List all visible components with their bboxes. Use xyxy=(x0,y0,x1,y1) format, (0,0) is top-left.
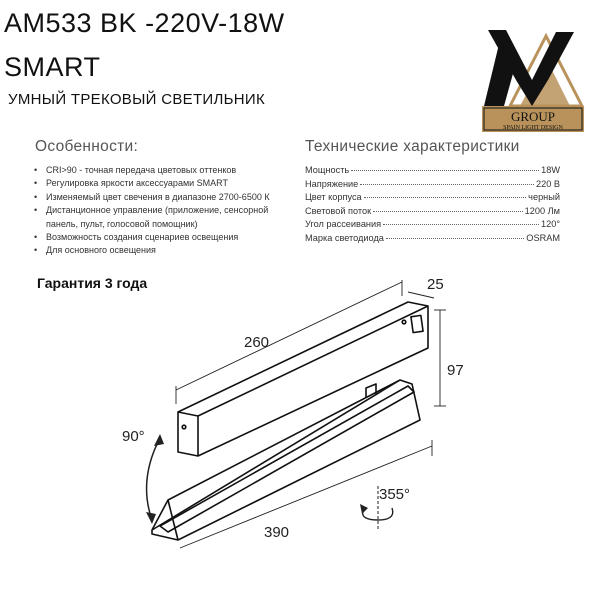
list-item: • CRI>90 - точная передача цветовых оттенков xyxy=(34,164,270,177)
spec-row xyxy=(305,205,560,219)
dimension-rotation-angle: 355° xyxy=(379,486,411,503)
specs-heading: Технические характеристики xyxy=(305,138,520,155)
product-series: SMART xyxy=(4,52,101,82)
product-subtitle: УМНЫЙ ТРЕКОВЫЙ СВЕТИЛЬНИК xyxy=(8,91,266,108)
spec-row xyxy=(305,178,560,192)
list-item: • Регулировка яркости аксессуарами SMART xyxy=(34,177,270,190)
spec-value: 1200 Лм xyxy=(524,205,560,216)
dimension-lamp-length: 390 xyxy=(264,524,290,541)
dimension-width: 25 xyxy=(427,276,444,293)
spec-label: Цвет корпуса xyxy=(305,192,362,202)
spec-label: Угол рассеивания xyxy=(305,219,382,229)
spec-value: 220 В xyxy=(535,178,560,189)
spec-row xyxy=(305,232,560,246)
spec-row xyxy=(305,218,560,232)
spec-label: Мощность xyxy=(305,165,350,175)
list-item: • Возможность создания сценариев освещения xyxy=(34,231,270,244)
logo-text-bottom: SPAIN LIGHT DESIGN xyxy=(503,125,563,131)
dimension-track-length: 260 xyxy=(244,334,270,351)
specs-table xyxy=(305,164,560,245)
spec-value: 18W xyxy=(541,165,560,175)
product-model: AM533 BK -220V-18W xyxy=(4,8,285,38)
lamp-body xyxy=(152,380,420,540)
features-heading: Особенности: xyxy=(35,138,139,155)
spec-row xyxy=(305,191,560,205)
spec-value: черный xyxy=(528,192,560,202)
spec-label: Марка светодиода xyxy=(305,232,384,243)
dimension-tilt-angle: 90° xyxy=(122,428,145,445)
spec-row xyxy=(305,164,560,178)
mm-group-logo-icon xyxy=(470,10,594,134)
list-item: • Для основного освещения xyxy=(34,244,270,257)
features-list xyxy=(34,164,270,258)
list-item: • Дистанционное управление (приложение, сенсорной xyxy=(34,204,270,217)
spec-label: Световой поток xyxy=(305,205,372,216)
lamp-technical-drawing xyxy=(120,280,460,555)
spec-value: 120° xyxy=(540,219,560,229)
logo-text-top: GROUP xyxy=(510,109,556,124)
spec-value: OSRAM xyxy=(526,232,560,243)
dimension-height: 97 xyxy=(447,362,464,379)
warranty-label: Гарантия 3 года xyxy=(37,275,148,291)
spec-label: Напряжение xyxy=(305,178,359,189)
list-item: • Изменяемый цвет свечения в диапазоне 2700-6500 К xyxy=(34,191,270,204)
track-adapter-body xyxy=(178,302,428,456)
list-item-continuation: панель, пульт, голосовой помощник) xyxy=(46,218,198,229)
